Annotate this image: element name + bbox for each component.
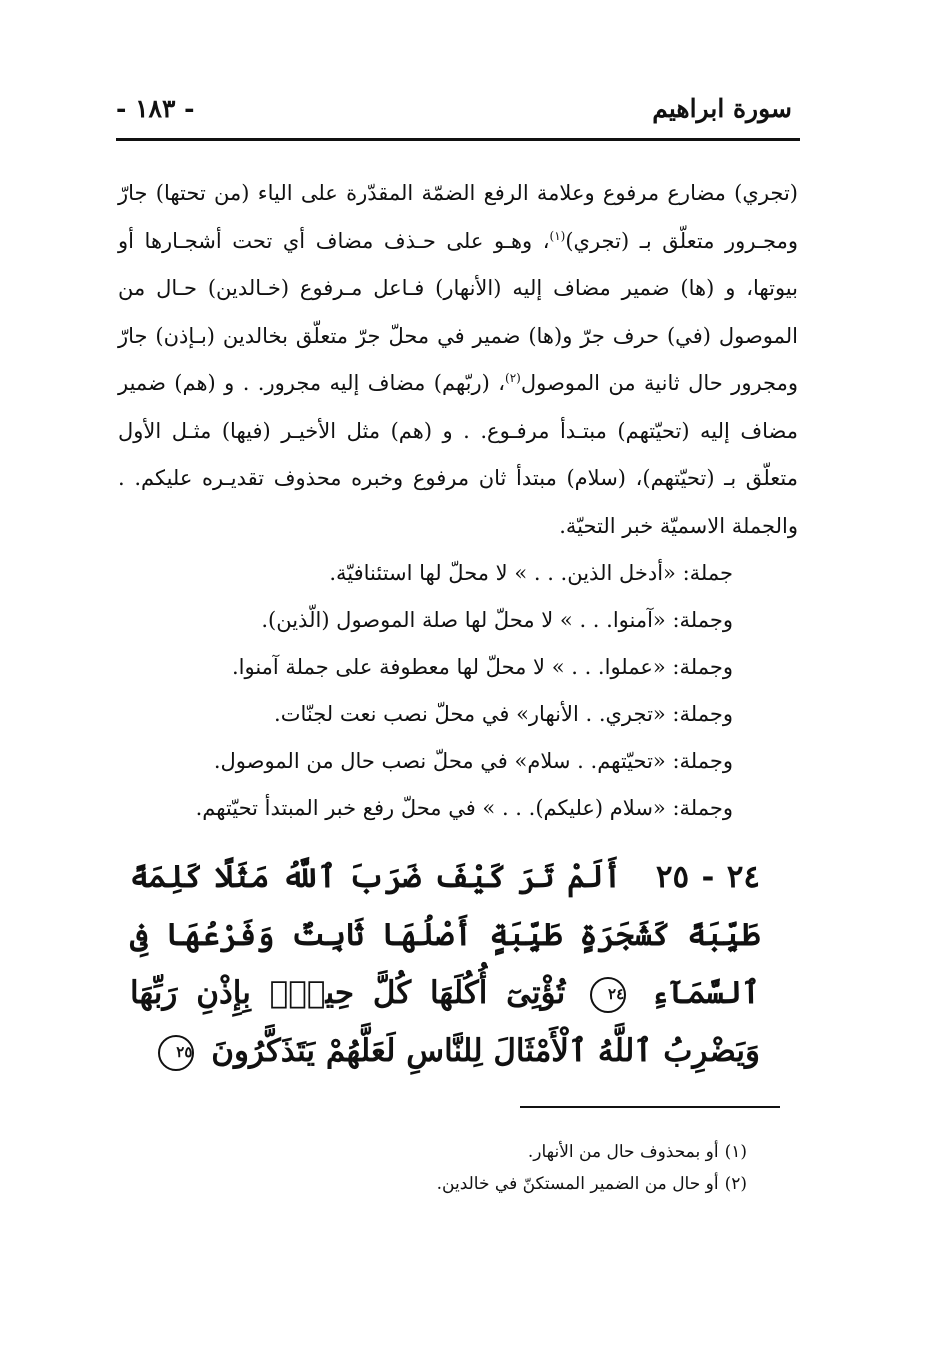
page-number: - ١٨٣ - [116,94,195,123]
analysis-line-6: مضاف إليه (تحيّتهم) مبتـدأ مرفـوع. . و (هم) مثل الأخيـر (فيها) مثـل الأول [118,418,798,443]
sentence-item: وجملة: «سلام (عليكم). . . » في محلّ رفع خبر المبتدأ تحيّتهم. [195,796,733,820]
footnotes [227,1136,747,1200]
footnote-item [227,1168,747,1200]
footnote-ref-2: (٢) [505,371,521,385]
grammar-analysis-paragraph [118,170,798,550]
footnote-ref-1: (١) [549,228,566,243]
footnote-text: أو بمحذوف حال من الأنهار. [527,1142,719,1162]
sentence-list [173,550,733,832]
ayah-marker-24: ٢٤ [590,977,626,1013]
ayah-marker-25: ٢٥ [158,1035,194,1071]
header-divider [116,138,800,141]
analysis-line-7: متعلّق بـ (تحيّتهم)، (سلام) مبتدأ ثان مرفوع وخبره محذوف تقديـره عليكم. . [118,466,798,490]
footnote-item [227,1136,747,1168]
analysis-line-5a: ومجرور حال ثانية من الموصول [520,371,798,395]
analysis-line-2b: ، وهـو على حـذف مضاف أي تحت أشجـارها أو [118,228,550,253]
footnote-label: (١) [724,1142,747,1162]
sentence-item: وجملة: «تحيّتهم. . سلام» في محلّ نصب حال من الموصول. [213,749,733,773]
sentence-item: وجملة: «تجري. . الأنهار» في محلّ نصب نعت لجنّات. [274,702,733,726]
page-header [116,92,800,140]
verse-text-2: تُؤْتِىٓ أُكُلَهَا كُلَّ حِينٍۭ بِإِذْنِ رَبِّهَا وَيَضْرِبُ ٱللَّهُ ٱلْأَمْثَالَ لِلنَّاسِ لَعَلَّهُمْ يَتَذَكَّرُونَ [130,975,760,1069]
quran-verse [130,848,760,1080]
sentence-item: وجملة: «آمنوا. . . » لا محلّ لها صلة الموصول (الّذين). [261,608,733,632]
analysis-line-8: والجملة الاسميّة خبر التحيّة. [559,513,798,538]
sentence-item: وجملة: «عملوا. . . » لا محلّ لها معطوفة على جملة آمنوا. [231,655,733,679]
analysis-line-3: بيوتها، و (ها) ضمير مضاف إليه (الأنهار) فـاعل مـرفوع (خـالدين) حـال من [118,276,798,300]
verse-numbers: ٢٤ - ٢٥ [655,859,761,895]
footnote-label: (٢) [724,1174,747,1194]
footnote-text: أو حال من الضمير المستكنّ في خالدين. [436,1174,719,1194]
verse-text-1: أَلَمْ تَرَ كَيْفَ ضَرَبَ ٱللَّهُ مَثَلًا كَلِمَةً طَيِّبَةً كَشَجَرَةٍ طَيِّبَةٍ أَصْلُهَا ثَابِتٌ وَفَرْعُهَا فِى ٱلسَّمَآءِ [130,859,760,1011]
analysis-line-1: (تجري) مضارع مرفوع وعلامة الرفع الضمّة المقدّرة على الياء (من تحتها) جارّ [118,181,798,205]
footnote-divider [520,1106,780,1108]
surah-title: سورة ابراهيم [652,94,792,123]
analysis-line-4: الموصول (في) حرف جرّ و(ها) ضمير في محلّ جرّ متعلّق بخالدين (بـإذن) جارّ [118,323,798,348]
analysis-line-5b: ، (ربّهم) مضاف إليه مجرور. . و (هم) ضمير [118,371,506,395]
sentence-item: جملة: «أدخل الذين. . . » لا محلّ لها استئنافيّة. [329,561,733,585]
analysis-line-2a: ومجـرور متعلّق بـ (تجري) [565,228,799,253]
